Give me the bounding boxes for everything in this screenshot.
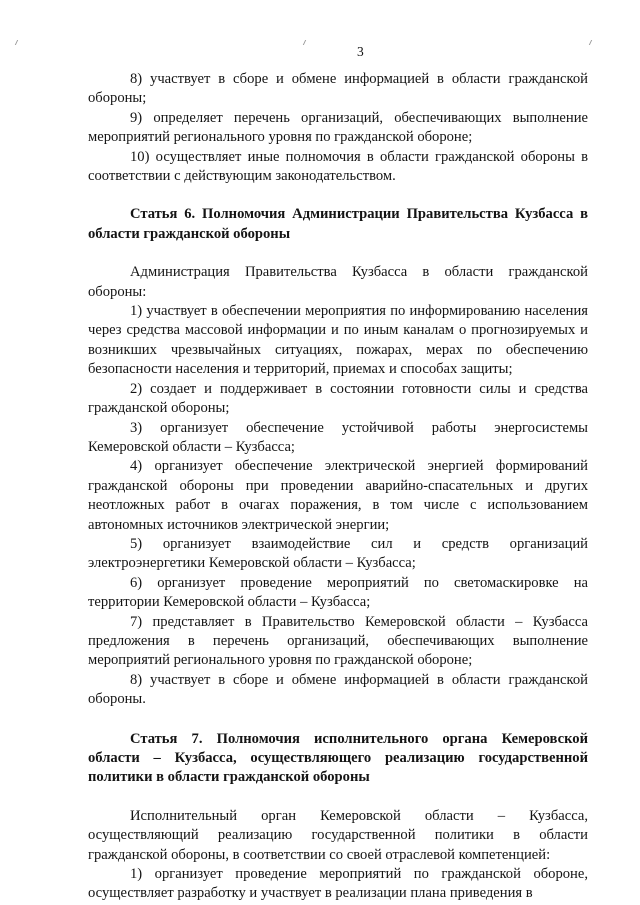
article-6-item-1: 1) участвует в обеспечении мероприятия по информированию населения через средства массовой информации и по иным каналам о прогнозируемых и возникших чрезвычайных ситуациях, пожарах, мерах по обеспечению безопасности населения и территорий, приемах и способах защиты;: [88, 303, 588, 378]
scan-mark: [303, 40, 310, 45]
article-6-item-2: 2) создает и поддерживает в состоянии готовности силы и средства гражданской обороны;: [88, 380, 588, 417]
intro-item-8: 8) участвует в сборе и обмене информацией в области гражданской обороны;: [88, 71, 588, 107]
article-7-item-1: 1) организует проведение мероприятий по гражданской обороне, осуществляет разработку и участвует в реализации плана приведения в: [88, 866, 588, 902]
page-number: 3: [357, 44, 364, 59]
article-6-item-4: 4) организует обеспечение электрической энергией формирований гражданской обороны при проведении аварийно-спасательных и других неотложных работ в очагах поражения, в том числе с использованием автономных источников электрической энергии;: [88, 458, 588, 533]
scan-mark: [15, 40, 22, 45]
article-6-heading: Статья 6. Полномочия Администрации Правительства Кузбасса в области гражданской обороны: [88, 206, 588, 242]
article-6-item-5: 5) организует взаимодействие сил и средств организаций электроэнергетики Кемеровской области – Кузбасса;: [88, 535, 588, 572]
scan-mark: [589, 40, 596, 45]
article-6-item-8: 8) участвует в сборе и обмене информацией в области гражданской обороны.: [88, 671, 588, 708]
article-6-lead: Администрация Правительства Кузбасса в области гражданской обороны:: [88, 264, 588, 300]
intro-item-9: 9) определяет перечень организаций, обеспечивающих выполнение мероприятий регионального уровня по гражданской обороне;: [88, 109, 588, 146]
intro-item-10: 10) осуществляет иные полномочия в области гражданской обороны в соответствии с действующим законодательством.: [88, 148, 588, 185]
article-7-heading: Статья 7. Полномочия исполнительного органа Кемеровской области – Кузбасса, осуществляющего реализацию государственной политики в области гражданской обороны: [88, 730, 588, 786]
article-7-lead: Исполнительный орган Кемеровской области – Кузбасса, осуществляющий реализацию государственной политики в области гражданской обороны, в соответствии со своей отраслевой компетенцией:: [88, 807, 588, 863]
article-6-item-7: 7) представляет в Правительство Кемеровской области – Кузбасса предложения в перечень организаций, обеспечивающих выполнение мероприятий регионального уровня по гражданской обороне;: [88, 613, 588, 669]
article-6-item-3: 3) организует обеспечение устойчивой работы энергосистемы Кемеровской области – Кузбасса;: [88, 419, 588, 455]
document-body: [88, 70, 588, 904]
article-6-item-6: 6) организует проведение мероприятий по светомаскировке на территории Кемеровской области – Кузбасса;: [88, 574, 588, 611]
